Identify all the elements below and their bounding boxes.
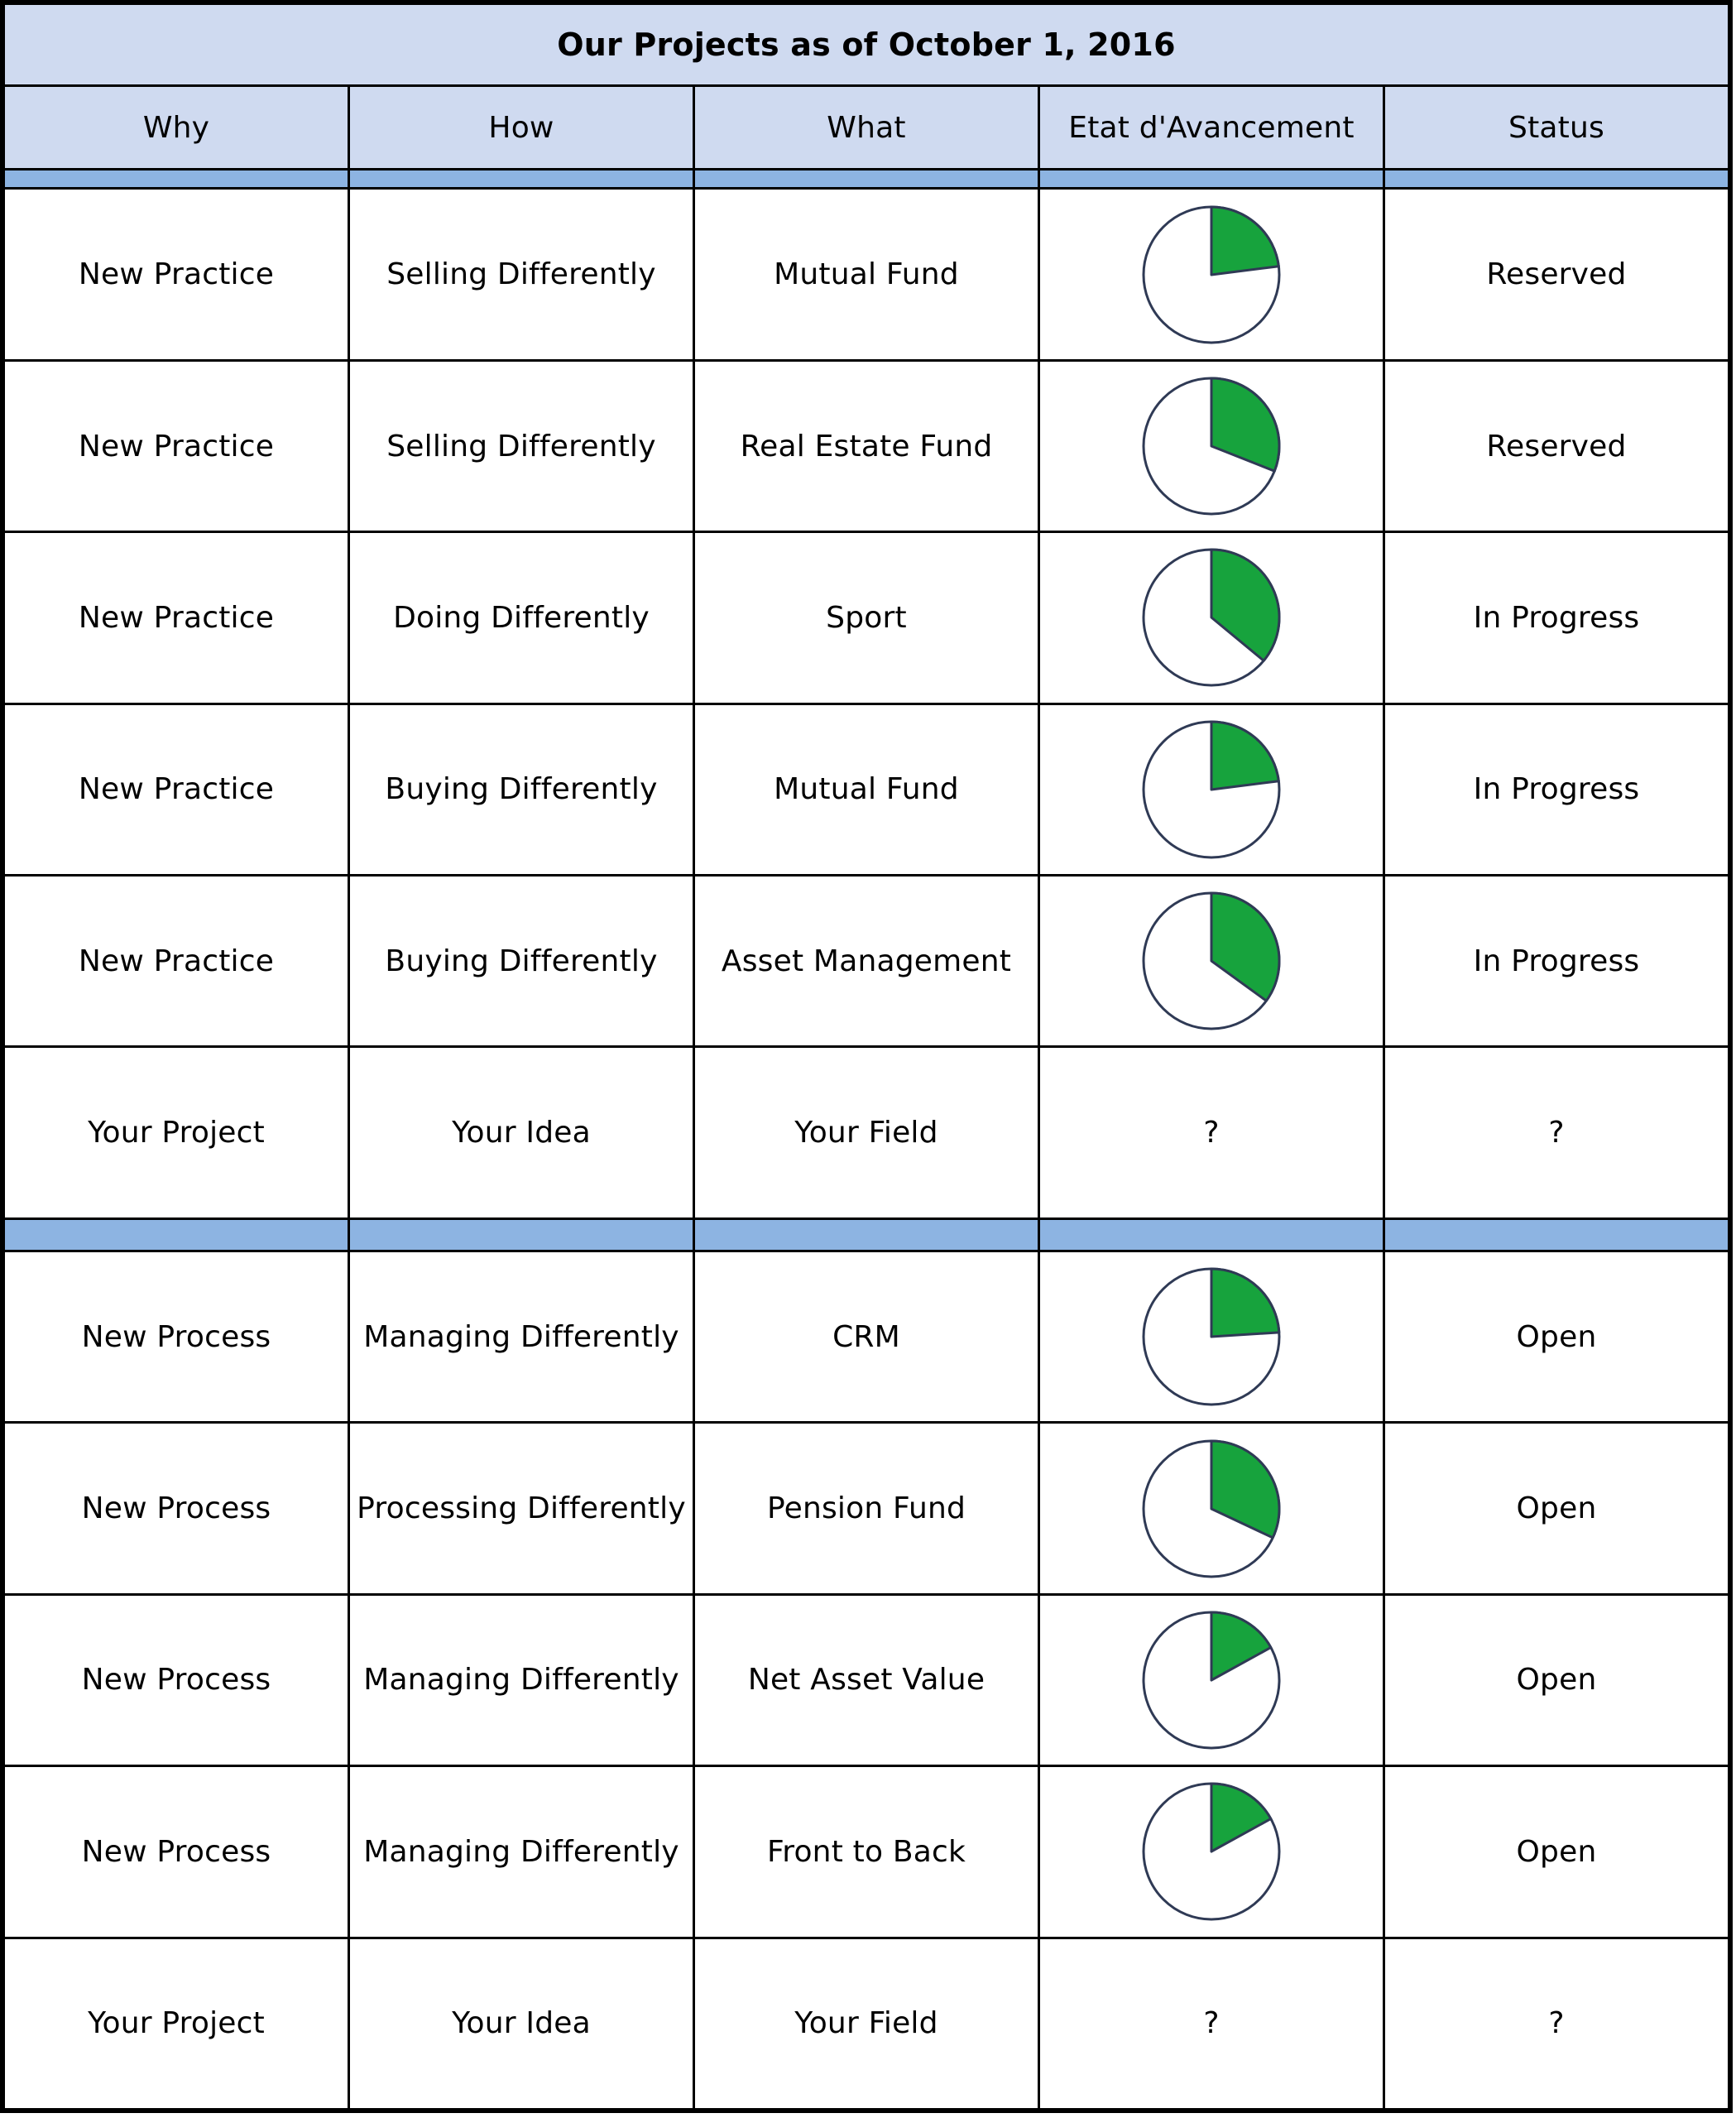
cell-how: Selling Differently <box>349 360 694 531</box>
cell-what: Pension Fund <box>694 1423 1039 1594</box>
table-row <box>4 1594 1729 1765</box>
cell-status: Open <box>1384 1766 1729 1938</box>
cell-what: Mutual Fund <box>694 704 1039 875</box>
cell-how: Managing Differently <box>349 1766 694 1938</box>
cell-etat-d-avancement <box>1039 1766 1384 1938</box>
cell-why: Your Project <box>4 1938 349 2109</box>
group-separator <box>4 170 1729 189</box>
progress-pie <box>1137 1262 1286 1411</box>
cell-etat-d-avancement <box>1039 189 1384 360</box>
cell-etat-d-avancement <box>1039 876 1384 1047</box>
cell-what: Front to Back <box>694 1766 1039 1938</box>
cell-how: Buying Differently <box>349 704 694 875</box>
table-row <box>4 532 1729 704</box>
cell-etat-d-avancement: ? <box>1039 1047 1384 1218</box>
pie-slice-progress <box>1211 1269 1279 1337</box>
progress-pie <box>1137 543 1286 692</box>
cell-status: Reserved <box>1384 189 1729 360</box>
pie-slice-progress <box>1211 207 1278 275</box>
cell-why: New Practice <box>4 532 349 704</box>
separator-cell <box>694 1218 1039 1251</box>
cell-how: Buying Differently <box>349 876 694 1047</box>
cell-what: Sport <box>694 532 1039 704</box>
separator-cell <box>1384 1218 1729 1251</box>
table-row <box>4 360 1729 531</box>
table-row <box>4 1047 1729 1218</box>
progress-pie <box>1137 200 1286 349</box>
cell-status: Open <box>1384 1594 1729 1765</box>
cell-why: New Process <box>4 1594 349 1765</box>
cell-etat-d-avancement <box>1039 360 1384 531</box>
separator-cell <box>4 1218 349 1251</box>
header-how: How <box>349 86 694 170</box>
cell-what: Asset Management <box>694 876 1039 1047</box>
cell-how: Doing Differently <box>349 532 694 704</box>
cell-etat-d-avancement <box>1039 1594 1384 1765</box>
cell-what: CRM <box>694 1251 1039 1422</box>
separator-cell <box>349 1218 694 1251</box>
cell-etat-d-avancement <box>1039 1423 1384 1594</box>
cell-status: In Progress <box>1384 532 1729 704</box>
progress-pie <box>1137 372 1286 521</box>
cell-etat-d-avancement <box>1039 704 1384 875</box>
table-row <box>4 1766 1729 1938</box>
separator-cell <box>694 170 1039 189</box>
separator-cell <box>1039 170 1384 189</box>
header-why: Why <box>4 86 349 170</box>
cell-what: Your Field <box>694 1938 1039 2109</box>
title-row <box>4 4 1729 86</box>
cell-why: New Process <box>4 1251 349 1422</box>
cell-what: Net Asset Value <box>694 1594 1039 1765</box>
table-row <box>4 1938 1729 2109</box>
cell-what: Mutual Fund <box>694 189 1039 360</box>
cell-how: Processing Differently <box>349 1423 694 1594</box>
cell-why: New Process <box>4 1766 349 1938</box>
cell-how: Your Idea <box>349 1938 694 2109</box>
table-row <box>4 1423 1729 1594</box>
header-what: What <box>694 86 1039 170</box>
cell-why: New Practice <box>4 704 349 875</box>
progress-pie <box>1137 886 1286 1035</box>
cell-why: Your Project <box>4 1047 349 1218</box>
separator-cell <box>1039 1218 1384 1251</box>
cell-status: In Progress <box>1384 876 1729 1047</box>
table-row <box>4 876 1729 1047</box>
cell-why: New Practice <box>4 360 349 531</box>
cell-why: New Practice <box>4 876 349 1047</box>
cell-why: New Practice <box>4 189 349 360</box>
progress-pie <box>1137 715 1286 864</box>
table-row <box>4 1251 1729 1422</box>
cell-why: New Process <box>4 1423 349 1594</box>
cell-how: Managing Differently <box>349 1251 694 1422</box>
cell-how: Selling Differently <box>349 189 694 360</box>
cell-etat-d-avancement: ? <box>1039 1938 1384 2109</box>
progress-pie <box>1137 1606 1286 1755</box>
cell-status: In Progress <box>1384 704 1729 875</box>
header-row <box>4 86 1729 170</box>
cell-status: ? <box>1384 1047 1729 1218</box>
progress-pie <box>1137 1434 1286 1583</box>
cell-etat-d-avancement <box>1039 532 1384 704</box>
progress-pie <box>1137 1777 1286 1926</box>
cell-how: Your Idea <box>349 1047 694 1218</box>
header-status: Status <box>1384 86 1729 170</box>
cell-status: ? <box>1384 1938 1729 2109</box>
separator-cell <box>4 170 349 189</box>
cell-what: Your Field <box>694 1047 1039 1218</box>
cell-status: Open <box>1384 1251 1729 1422</box>
separator-cell <box>1384 170 1729 189</box>
table-row <box>4 704 1729 875</box>
table-row <box>4 189 1729 360</box>
projects-table-body <box>4 4 1729 2110</box>
pie-slice-progress <box>1211 722 1278 790</box>
cell-status: Reserved <box>1384 360 1729 531</box>
table-title: Our Projects as of October 1, 2016 <box>4 4 1729 86</box>
cell-etat-d-avancement <box>1039 1251 1384 1422</box>
cell-what: Real Estate Fund <box>694 360 1039 531</box>
group-separator <box>4 1218 1729 1251</box>
header-etat-d-avancement: Etat d'Avancement <box>1039 86 1384 170</box>
cell-status: Open <box>1384 1423 1729 1594</box>
cell-how: Managing Differently <box>349 1594 694 1765</box>
separator-cell <box>349 170 694 189</box>
projects-table <box>2 2 1730 2111</box>
